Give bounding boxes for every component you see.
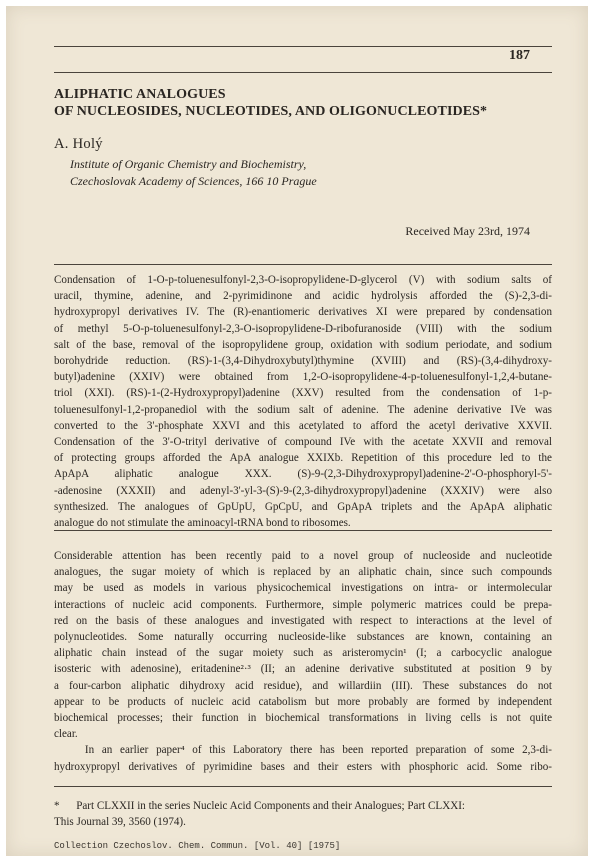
affiliation-line: Institute of Organic Chemistry and Biochemistry, <box>70 157 307 171</box>
body-line: appear to be products of nucleic acid catabolism but more probably are formed by independent <box>54 695 552 708</box>
abstract-line: of methyl 5-O-p-toluenesulfonyl-2,3-O-isopropylidene-D-ribofuranoside (VIII) with the sodium <box>54 322 552 335</box>
body-line: a four-carbon aliphatic dihydroxy acid residue), and willardiin (III). These substances do not <box>54 679 552 692</box>
abstract-line: -adenosine (XXXII) and adenyl-3'-yl-3-(S)-9-(2,3-dihydroxypropyl)adenine (XXXIV) were also <box>54 484 552 497</box>
abstract-line: butyl)adenine (XXIV) were obtained from 1,2-O-isopropylidene-4-p-toluenesulfonyl-1,2,4-butane- <box>54 371 552 384</box>
abstract-line: Condensation of 1-O-p-toluenesulfonyl-2,3-O-isopropylidene-D-glycerol (V) with sodium salts of <box>54 274 552 286</box>
body-line: clear. <box>54 728 78 741</box>
received-date: Received May 23rd, 1974 <box>405 224 530 238</box>
journal-page <box>6 6 588 856</box>
header-rule <box>54 72 552 73</box>
abstract-line: salt of the base, removal of the isopropylidene group, oxidation with sodium periodate, and sodium <box>54 338 552 351</box>
abstract-line: Condensation of the 3'-O-trityl derivative of compound IVe with the acetate XXVII and removal <box>54 436 552 449</box>
abstract-line: borohydride reduction. (RS)-1-(3,4-Dihydroxybutyl)thymine (XVIII) and (RS)-(3,4-dihydroxy- <box>54 355 552 368</box>
abstract-top-rule <box>54 264 552 265</box>
affiliation-line: Czechoslovak Academy of Sciences, 166 10 Prague <box>70 174 317 188</box>
abstract-bottom-rule <box>54 530 552 531</box>
title-line: OF NUCLEOSIDES, NUCLEOTIDES, AND OLIGONUCLEOTIDES* <box>54 104 488 119</box>
author-name: A. Holý <box>54 136 103 152</box>
body-line: hydroxypropyl derivatives of pyrimidine bases and their esters with phosphoric acid. Some ribo- <box>54 760 552 773</box>
top-rule <box>54 46 552 47</box>
abstract-line: toluenesulfonyl-1,2-propanediol with the sodium salt of adenine. The adenine derivative IVe was <box>54 403 552 416</box>
body-line: biochemical processes; their function in biochemical transformations in living cells is not quite <box>54 712 552 725</box>
body-line: red on the basis of these analogues and investigated with respect to interactions at the level of <box>54 614 552 627</box>
journal-footer: Collection Czechoslov. Chem. Commun. [Vol. 40] [1975] <box>54 841 341 851</box>
abstract-line: of protecting groups afforded the ApA analogue XXIXb. Repetition of this procedure led to the <box>54 452 552 465</box>
abstract-line: uracil, thymine, adenine, and 2-pyrimidinone and acidic hydrolysis afforded the (S)-2,3-di- <box>54 290 552 303</box>
abstract-line: ApApA aliphatic analogue XXX. (S)-9-(2,3-Dihydroxypropyl)adenine-2'-O-phosphoryl-5'- <box>54 468 552 481</box>
abstract-line: analogue do not stimulate the aminoacyl-tRNA bond to ribosomes. <box>54 517 351 530</box>
body-line: In an earlier paper⁴ of this Laboratory there has been reported preparation of some 2,3-di- <box>54 744 552 757</box>
page-number: 187 <box>509 48 530 63</box>
body-line: interactions of nucleic acid components. Furthermore, simple polymeric matrices could be prepa- <box>54 598 552 611</box>
footnote-line: This Journal 39, 3560 (1974). <box>54 816 186 828</box>
footnote <box>54 798 552 830</box>
body-line: isosteric with adenosine), eritadenine²·³ (II; an adenine derivative substituted at position 9 by <box>54 663 552 676</box>
body-line: analogues, the sugar moiety of which is replaced by an aliphatic chain, since such compounds <box>54 566 552 579</box>
body-line: may be used as models in various physicochemical investigations on intra- or intermolecular <box>54 582 552 595</box>
footnote-rule <box>54 786 552 787</box>
body-line: aliphatic chain instead of the sugar moiety such as aristeromycin¹ (I; a carbocyclic analogue <box>54 647 552 660</box>
abstract-line: triol (XXI). (RS)-1-(2-Hydroxypropyl)adenine (XXV) resulted from the condensation of 1-p- <box>54 387 552 400</box>
body-text <box>54 548 552 775</box>
footnote-line: * Part CLXXII in the series Nucleic Acid Components and their Analogues; Part CLXXI: <box>54 800 466 812</box>
article-title <box>54 86 554 120</box>
abstract-line: converted to the 3'-phosphate XXVI and this acetylated to afford the acetyl derivative XXVII. <box>54 419 552 432</box>
body-line: polynucleotides. Some naturally occurring nucleoside-like substances are known, containing an <box>54 631 552 644</box>
title-line: ALIPHATIC ANALOGUES <box>54 87 226 102</box>
abstract <box>54 272 552 531</box>
abstract-line: hydroxypropyl derivatives IV. The (R)-enantiomeric derivatives XI were prepared by condensation <box>54 306 552 319</box>
affiliation <box>70 156 317 190</box>
body-line: Considerable attention has been recently paid to a novel group of nucleoside and nucleotide <box>54 550 552 562</box>
abstract-line: synthesized. The analogues of GpUpU, GpCpU, and GpApA triplets and the ApApA aliphatic <box>54 500 552 513</box>
